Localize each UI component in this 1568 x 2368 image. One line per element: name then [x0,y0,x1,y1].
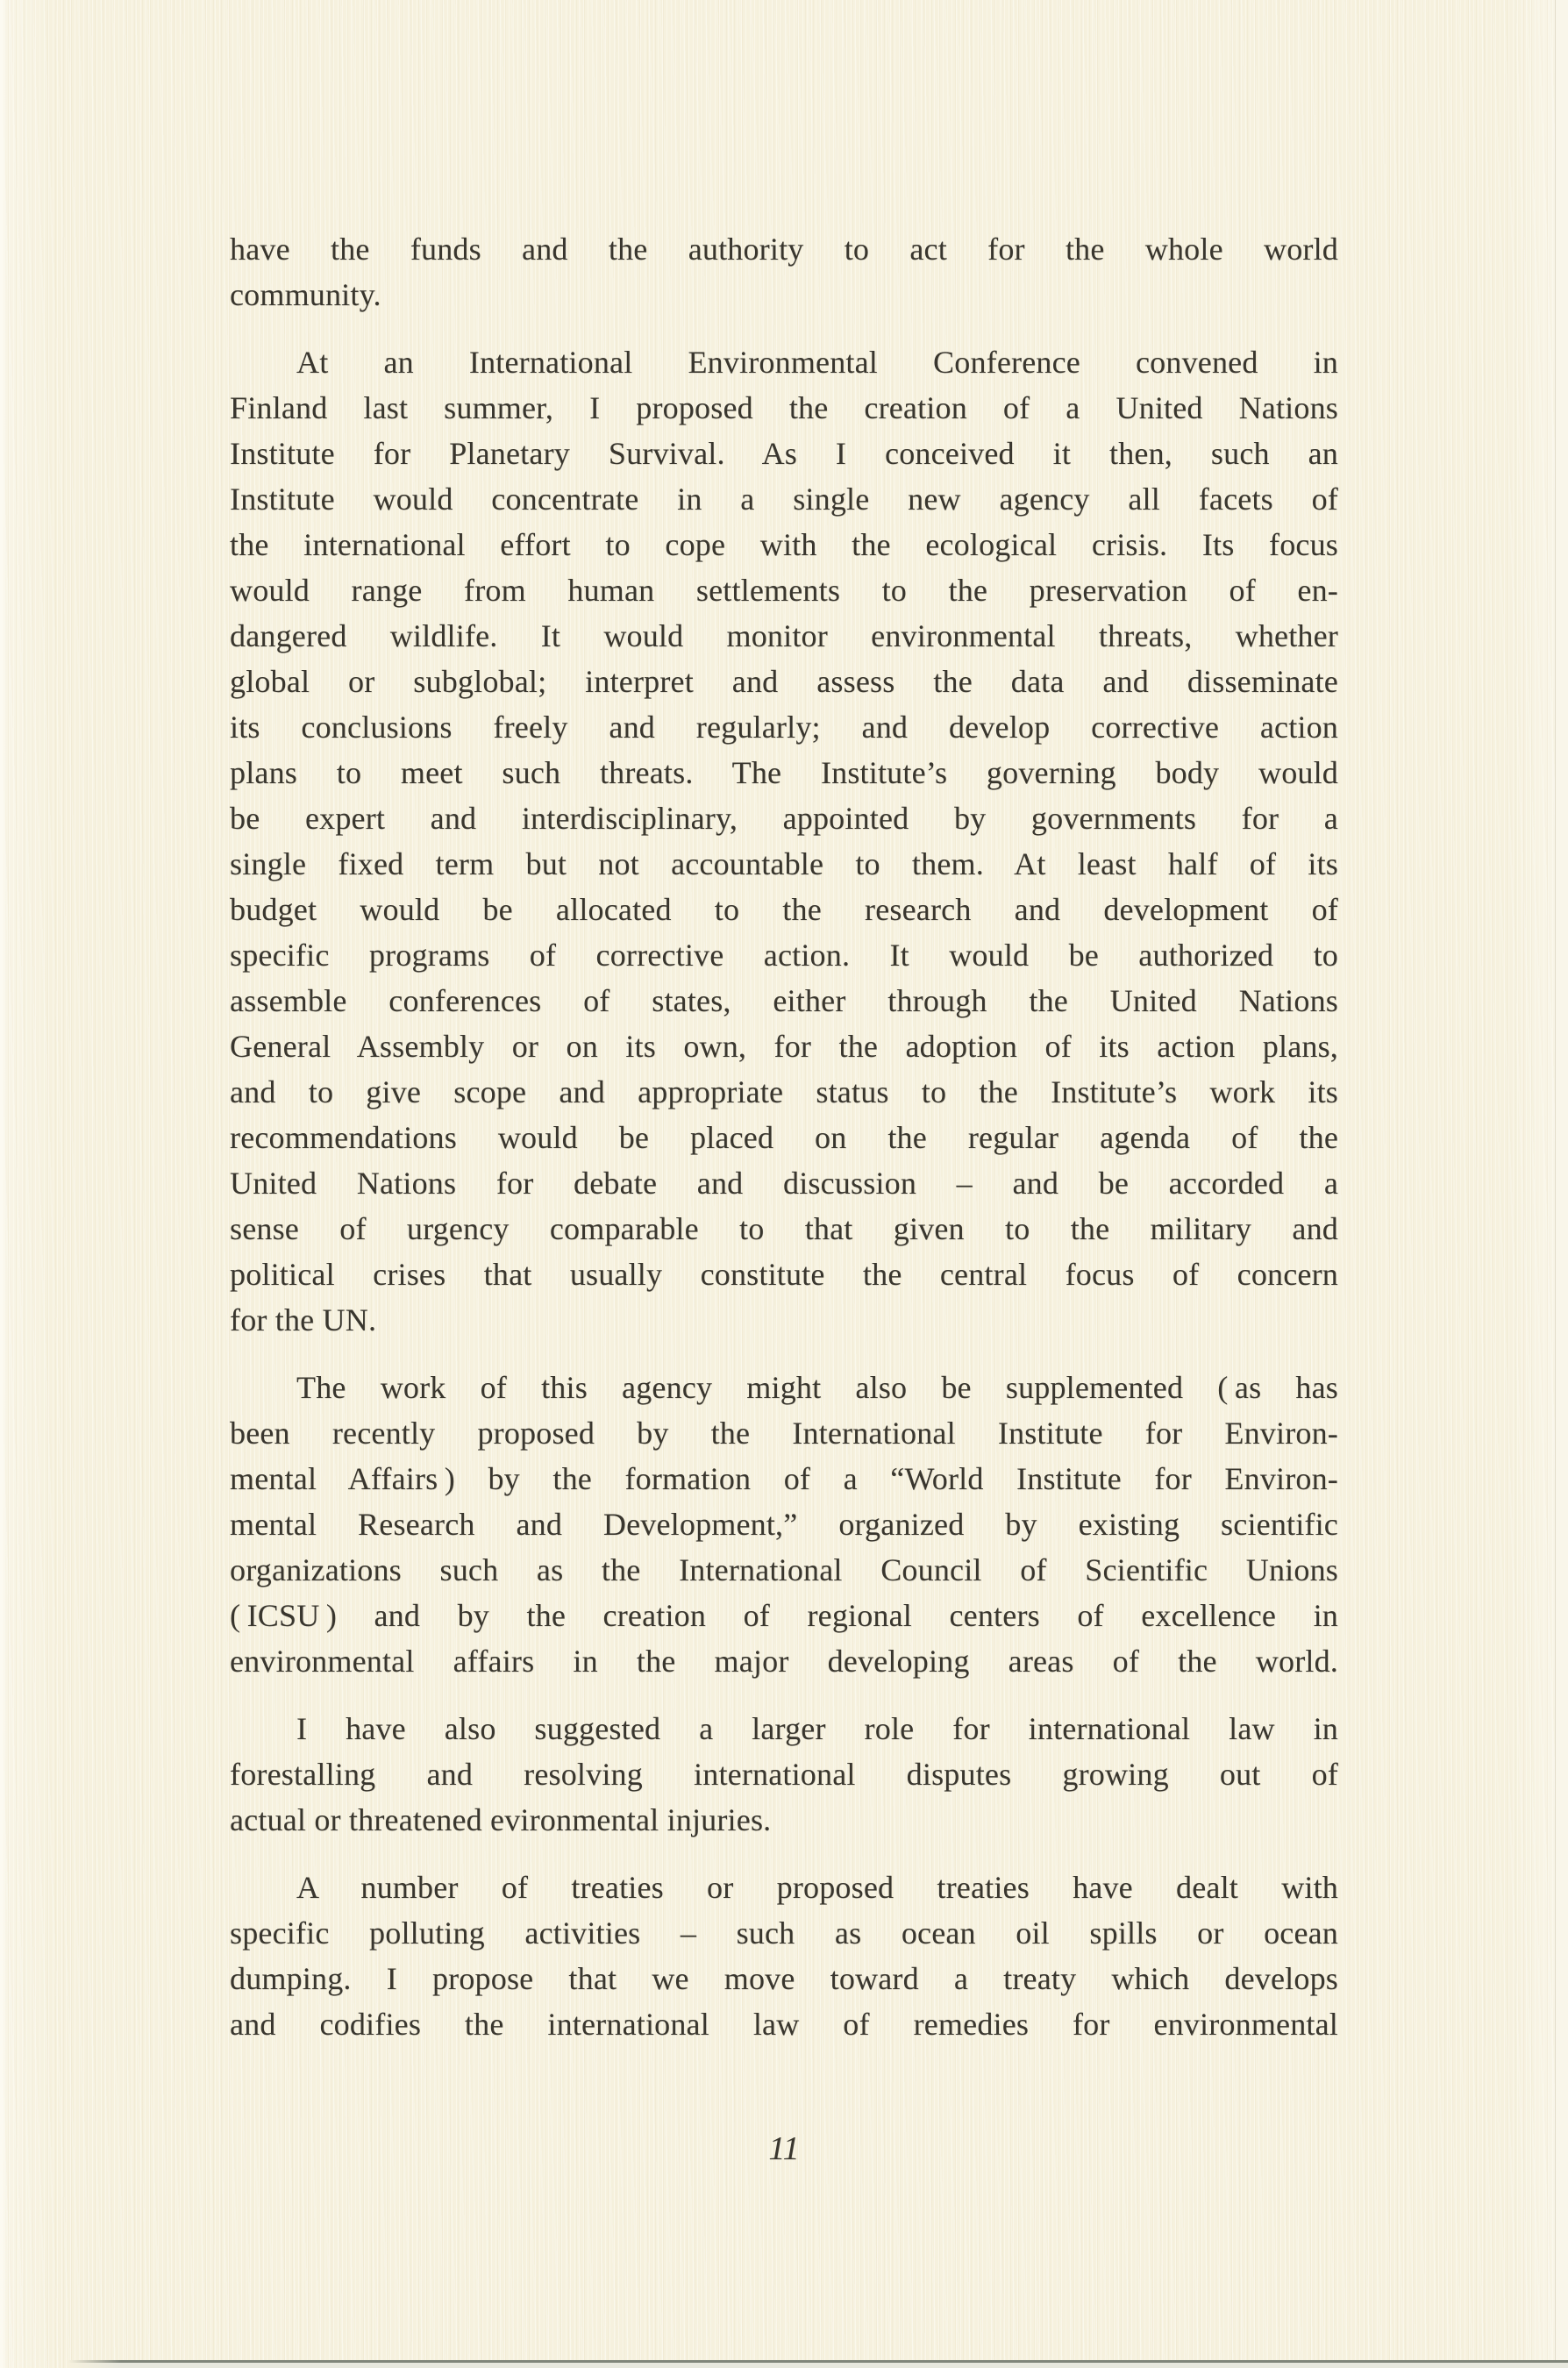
text-line: specific programs of corrective action. It would be authorized to [230,938,1338,973]
text-line: organizations such as the International Council of Scientific Unions [230,1552,1338,1587]
text-line: The work of this agency might also be supplemented ( as has [296,1370,1338,1405]
page-number: 11 [768,2130,800,2167]
paragraph [230,1706,1338,1843]
text-line: ( ICSU ) and by the creation of regional centers of excellence in [230,1598,1338,1633]
text-line: United Nations for debate and discussion – and be accorded a [230,1166,1338,1201]
text-line: its conclusions freely and regularly; and develop corrective action [230,710,1338,745]
text-line: At an International Environmental Conference convened in [296,345,1338,380]
text-line: dangered wildlife. It would monitor environmental threats, whether [230,618,1338,653]
text-line: dumping. I propose that we move toward a treaty which develops [230,1961,1338,1996]
text-line: assemble conferences of states, either through the United Nations [230,983,1338,1018]
text-line: recommendations would be placed on the regular agenda of the [230,1120,1338,1155]
text-line: the international effort to cope with the ecological crisis. Its focus [230,527,1338,562]
text-line: General Assembly or on its own, for the adoption of its action plans, [230,1029,1338,1064]
text-line: have the funds and the authority to act for the whole world [230,232,1338,267]
text-line: Finland last summer, I proposed the creation of a United Nations [230,390,1338,425]
text-line: been recently proposed by the International Institute for Environ- [230,1416,1338,1451]
paragraph [230,226,1338,317]
page-bottom-edge [68,2360,1568,2368]
text-line: environmental affairs in the major developing areas of the world. [230,1644,1338,1679]
text-line: Institute for Planetary Survival. As I conceived it then, such an [230,436,1338,471]
text-line: community. [230,277,381,312]
text-line: Institute would concentrate in a single new agency all facets of [230,481,1338,517]
text-line: global or subglobal; interpret and assess the data and disseminate [230,664,1338,699]
paragraph [230,1865,1338,2047]
text-line: and codifies the international law of remedies for environmental [230,2007,1338,2042]
text-line: and to give scope and appropriate status to the Institute’s work its [230,1074,1338,1109]
text-line: mental Research and Development,” organized by existing scientific [230,1507,1338,1542]
text-line: single fixed term but not accountable to them. At least half of its [230,846,1338,881]
page-right-edge [1555,0,1568,2368]
text-line: for the UN. [230,1302,377,1337]
text-line: political crises that usually constitute the central focus of concern [230,1257,1338,1292]
text-line: plans to meet such threats. The Institute’s governing body would [230,755,1338,790]
text-line: be expert and interdisciplinary, appointed by governments for a [230,801,1338,836]
text-line: actual or threatened evironmental injuries. [230,1802,772,1837]
paragraph [230,339,1338,1343]
text-line: budget would be allocated to the research and development of [230,892,1338,927]
text-line: I have also suggested a larger role for international law in [296,1711,1338,1746]
text-line: specific polluting activities – such as ocean oil spills or ocean [230,1915,1338,1951]
text-line: A number of treaties or proposed treaties have dealt with [296,1870,1338,1905]
text-block [230,226,1338,2047]
page-left-edge [0,0,5,2368]
text-line: forestalling and resolving international disputes growing out of [230,1757,1338,1792]
text-line: mental Affairs ) by the formation of a “World Institute for Environ- [230,1461,1338,1496]
text-line: sense of urgency comparable to that given to the military and [230,1211,1338,1246]
paragraph [230,1365,1338,1684]
text-line: would range from human settlements to the preservation of en- [230,573,1338,608]
